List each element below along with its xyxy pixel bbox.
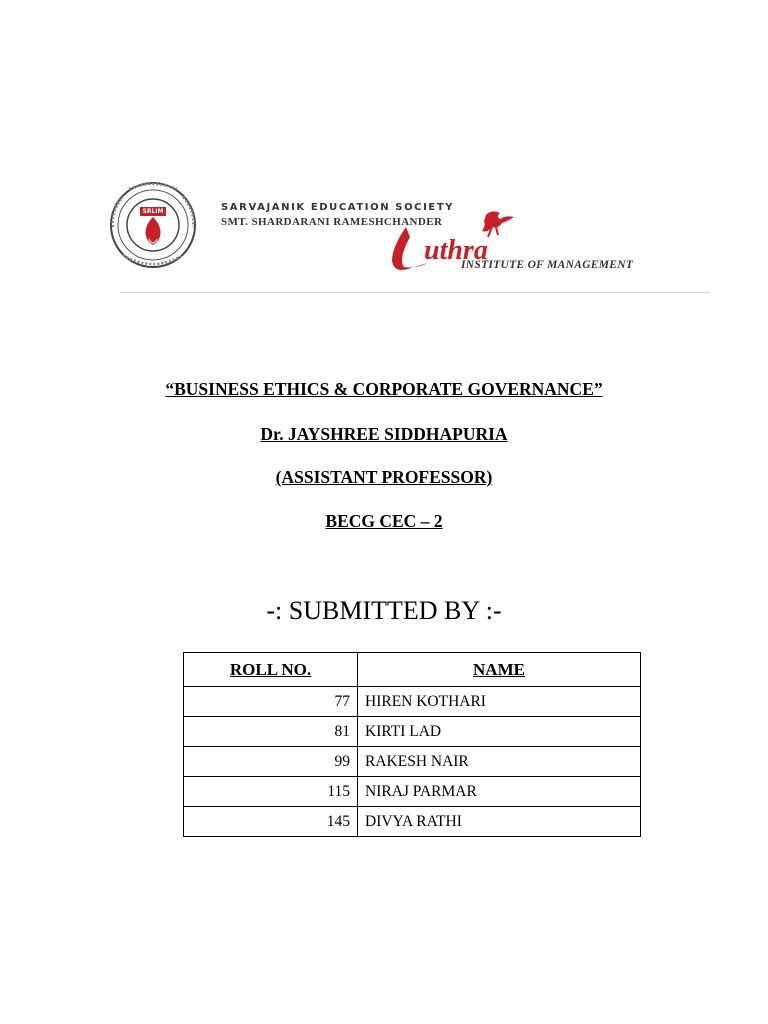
table-header-row	[184, 653, 641, 687]
subject-title: “BUSINESS ETHICS & CORPORATE GOVERNANCE”	[165, 379, 603, 399]
faculty-designation: (ASSISTANT PROFESSOR)	[275, 467, 493, 487]
institute-name: INSTITUTE OF MANAGEMENT	[461, 259, 634, 271]
roll-cell: 115	[184, 777, 358, 807]
institute-seal-logo	[109, 181, 197, 269]
submitted-by-heading: -: SUBMITTED BY :-	[266, 596, 502, 625]
roll-cell: 99	[184, 747, 358, 777]
name-cell: NIRAJ PARMAR	[358, 777, 641, 807]
table-row	[184, 717, 641, 747]
trust-name: SMT. SHARDARANI RAMESHCHANDER	[221, 216, 443, 228]
table-row	[184, 687, 641, 717]
roll-cell: 77	[184, 687, 358, 717]
header-divider	[120, 292, 710, 293]
name-cell: DIVYA RATHI	[358, 807, 641, 837]
roll-cell: 81	[184, 717, 358, 747]
table-row	[184, 747, 641, 777]
table-row	[184, 807, 641, 837]
student-table	[183, 652, 641, 837]
table-row	[184, 777, 641, 807]
column-header-name: NAME	[358, 653, 641, 687]
svg-text:uthra: uthra	[424, 235, 488, 266]
course-code: BECG CEC – 2	[325, 511, 443, 531]
name-cell: HIREN KOTHARI	[358, 687, 641, 717]
roll-cell: 145	[184, 807, 358, 837]
society-name: SARVAJANIK EDUCATION SOCIETY	[221, 202, 455, 213]
name-cell: KIRTI LAD	[358, 717, 641, 747]
column-header-roll: ROLL NO.	[184, 653, 358, 687]
name-cell: RAKESH NAIR	[358, 747, 641, 777]
faculty-name: Dr. JAYSHREE SIDDHAPURIA	[260, 424, 508, 444]
seal-text: SRLIM	[142, 208, 164, 215]
